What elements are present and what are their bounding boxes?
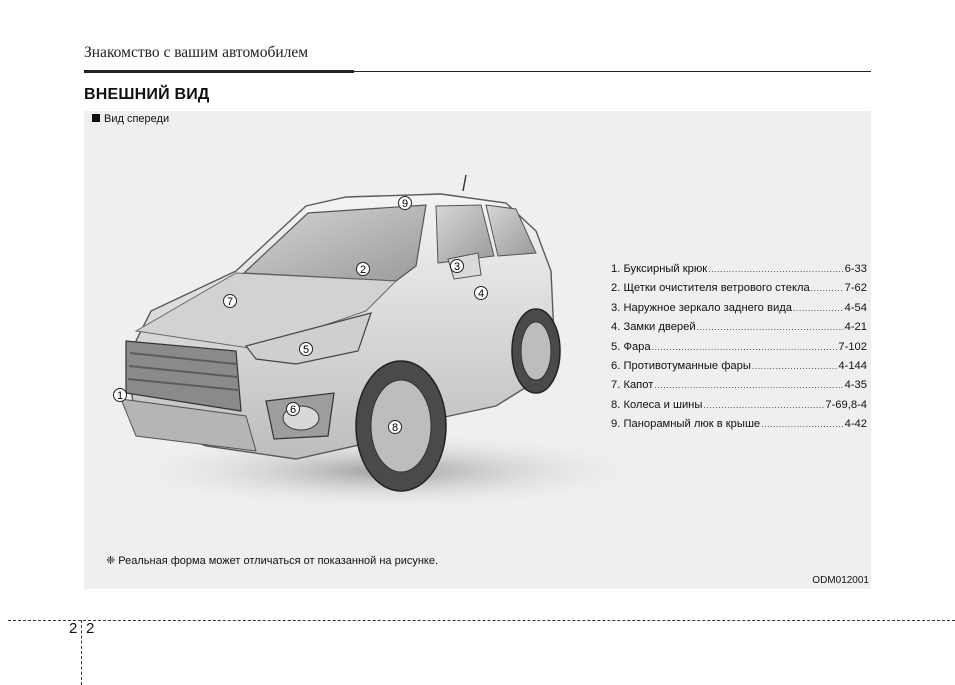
leader-dots — [652, 338, 838, 357]
list-item — [611, 260, 867, 279]
callout-3 — [451, 260, 464, 274]
legend-label: 3. Наружное зеркало заднего вида — [611, 301, 792, 314]
figure-code: ODM012001 — [812, 575, 869, 586]
legend-page-ref: 7-102 — [838, 340, 867, 353]
legend-page-ref: 7-69,8-4 — [825, 398, 867, 411]
callout-4 — [475, 287, 488, 301]
legend-label: 9. Панорамный люк в крыше — [611, 418, 761, 431]
svg-text:2: 2 — [359, 264, 367, 276]
leader-dots — [703, 396, 824, 415]
callout-7 — [224, 295, 237, 309]
rear-rim — [521, 322, 551, 380]
legend-page-ref: 4-21 — [844, 321, 867, 334]
legend-page-ref: 4-54 — [844, 301, 867, 314]
svg-text:9: 9 — [401, 198, 409, 210]
legend-label: 4. Замки дверей — [611, 321, 696, 334]
list-item — [611, 338, 867, 357]
svg-text:1: 1 — [116, 390, 124, 402]
legend-label: 8. Колеса и шины — [611, 398, 703, 411]
callout-8 — [389, 421, 402, 435]
figure-subheading — [92, 113, 169, 125]
callout-6 — [287, 403, 300, 417]
figure-subheading-text: Вид спереди — [104, 113, 170, 125]
header-rule-thin — [354, 71, 871, 72]
page-number: 2 — [86, 620, 95, 637]
leader-dots — [811, 279, 844, 298]
leader-dots — [697, 318, 844, 337]
legend-label: 2. Щетки очистителя ветрового стекла — [611, 282, 810, 295]
figure-note: ❈ Реальная форма может отличаться от показанной на рисунке. — [106, 555, 439, 567]
callout-2 — [357, 263, 370, 277]
figure-panel — [84, 111, 871, 589]
list-item — [611, 415, 867, 434]
list-item — [611, 299, 867, 318]
list-item — [611, 318, 867, 337]
legend-label: 5. Фара — [611, 340, 651, 353]
leader-dots — [761, 415, 843, 434]
header-rule — [84, 70, 354, 73]
chapter-header-title: Знакомство с вашим автомобилем — [84, 44, 309, 61]
footer-divider — [81, 620, 82, 685]
legend-label: 1. Буксирный крюк — [611, 263, 708, 275]
antenna — [463, 175, 466, 191]
legend-list — [611, 260, 867, 435]
footer-rule — [8, 620, 955, 621]
svg-text:7: 7 — [226, 296, 234, 308]
callout-5 — [300, 343, 313, 357]
leader-dots — [708, 260, 843, 279]
leader-dots — [793, 299, 844, 318]
callout-9 — [399, 197, 412, 211]
callout-1 — [114, 389, 127, 403]
legend-label: 6. Противотуманные фары — [611, 360, 751, 373]
legend-page-ref: 4-35 — [844, 379, 867, 392]
car-illustration — [96, 161, 656, 601]
square-bullet-icon — [92, 114, 100, 122]
legend-page-ref: 7-62 — [844, 282, 867, 295]
svg-text:5: 5 — [302, 344, 310, 356]
legend-label: 7. Капот — [611, 379, 654, 392]
leader-dots — [752, 357, 837, 376]
legend-page-ref: 4-144 — [838, 360, 867, 373]
svg-text:3: 3 — [453, 261, 461, 273]
list-item — [611, 396, 867, 415]
section-title: ВНЕШНИЙ ВИД — [84, 86, 210, 103]
svg-text:6: 6 — [289, 404, 297, 416]
chapter-number: 2 — [69, 620, 78, 637]
list-item — [611, 376, 867, 395]
leader-dots — [654, 376, 843, 395]
list-item — [611, 357, 867, 376]
legend-page-ref: 4-42 — [844, 418, 867, 431]
svg-text:8: 8 — [391, 422, 399, 434]
svg-text:4: 4 — [477, 288, 485, 300]
list-item — [611, 279, 867, 298]
legend-page-ref: 6-33 — [844, 263, 867, 275]
